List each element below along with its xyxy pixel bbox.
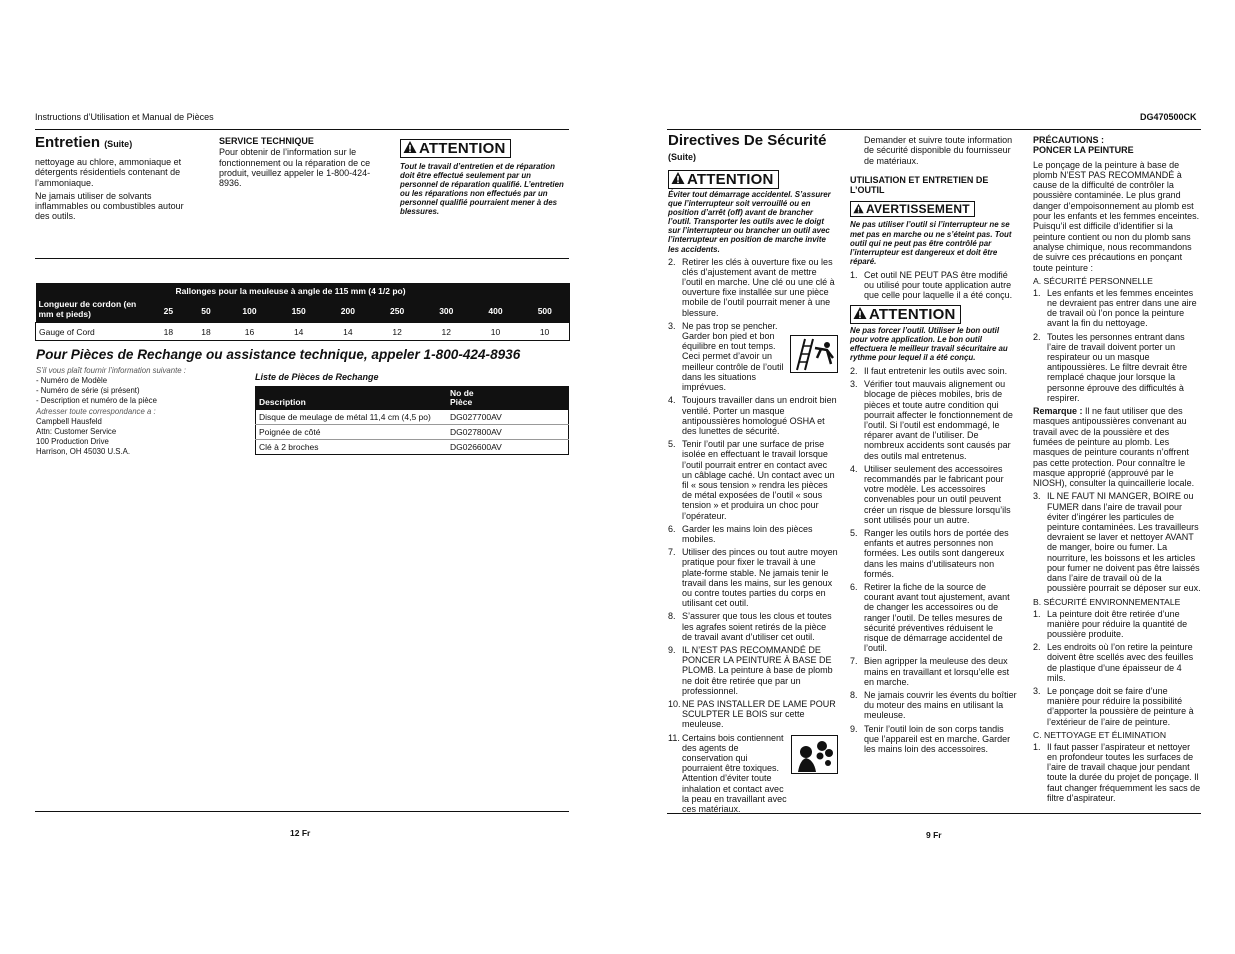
cord-gauge-cell: 10 — [539, 326, 550, 337]
contact-info: S’il vous plaît fournir l’information suivante : - Numéro de Modèle - Numéro de série (si présent) - Description et numéro de la pièce Adresser toute correspondance a : Campbell Hausfeld Attn: Customer Service 100 Production Drive Harrison, OH 45030 U.S.A. — [36, 366, 186, 456]
personal-safety-list-cont — [1033, 491, 1201, 593]
list-item: 10. NE PAS INSTALLER DE LAME POUR SCULPTER LE BOIS sur cette meuleuse. — [668, 698, 836, 730]
ladder-fall-pictogram — [790, 335, 838, 373]
parts-list-table — [255, 386, 569, 455]
remark: Remarque : Il ne faut utiliser que des masques antipoussières convenant au travail avec de la poussière et des fumées de peinture au plomb. Les masques de peinture courants n’offrent pas cette protection. Pour connaître le masque approprié (approuvé par le NIOSH), consulter la quincaillerie locale. — [1033, 406, 1195, 489]
avertissement-label: AVERTISSEMENT — [850, 201, 975, 217]
ladder-fall-icon — [791, 336, 837, 372]
cord-length-cell: 250 — [389, 305, 405, 316]
list-item: 5. Tenir l’outil par une surface de prise isolée en effectuant le travail lorsque l’outil pourrait entrer en contact avec un câblage caché. Un contact avec un fil « sous tension » rendra les pièces de métal exposées de l’outil « sous tension » et produira un choc pour l’opérateur. — [668, 439, 835, 521]
cord-length-cell: 300 — [439, 305, 454, 316]
list-item: 7. Utiliser des pinces ou tout autre moyen pratique pour fixer le travail à une plate-forme stable. Ne jamais tenir le travail dans les mains, sur les genoux ou contre toutes parties du corps en utilisant cet outil. — [668, 547, 838, 609]
extension-cord-table — [35, 283, 570, 341]
materials-supplier-note: Demander et suivre toute information de sécurité disponible du fournisseur de matériaux. — [864, 135, 1013, 166]
table-row: Disque de meulage de métal 11,4 cm (4,5 po) DG027700AV — [256, 410, 569, 425]
list-item: 4. Utiliser seulement des accessoires recommandés par le fabricant pour votre modèle. Les accessoires convenables pour un outil peuvent créer un risque de blessure lorsqu’ils sont utilisés pour un autre. — [850, 463, 1011, 525]
section-rule — [35, 258, 569, 259]
section-title: Directives De Sécurité — [668, 132, 827, 149]
list-item: 2. Il faut entretenir les outils avec soin. — [850, 365, 1008, 376]
list-item: 2. Les endroits où l’on retire la peinture doivent être scellés avec des feuilles de plastique d’une épaisseur de 4 mils. — [1033, 642, 1194, 683]
section-title: Entretien (Suite) — [35, 134, 133, 151]
attention-label: ATTENTION — [400, 139, 511, 158]
cord-length-cell: 50 — [201, 305, 211, 316]
list-item: 1. La peinture doit être retirée d’une manière pour réduire la quantité de poussière produite. — [1033, 608, 1188, 639]
header-rule — [667, 129, 1201, 130]
attention-text: Éviter tout démarrage accidentel. S’assurer que l’interrupteur soit verrouillé ou en position d’arrêt (off) avant de brancher l’outil. Transporter les outils avec le doigt sur l’interrupteur ou brancher un outil avec l’interrupteur en position de marche invite les accidents. — [668, 190, 831, 254]
cord-gauge-cell: 10 — [490, 326, 501, 337]
lead-paint-column — [1033, 135, 1201, 806]
list-item: 1. Les enfants et les femmes enceintes ne devraient pas entrer dans une aire de travail où l’on ponce la peinture avant la fin du nettoyage. — [1033, 287, 1197, 329]
page-number: 12 Fr — [290, 828, 311, 838]
cleanup-heading: C. NETTOYAGE ET ÉLIMINATION — [1033, 729, 1167, 740]
table-row: Clé à 2 broches DG026600AV — [259, 442, 502, 452]
list-item: 11. Certains bois contiennent des agents de conservation qui pourraient être toxiques. Attention d’éviter toute inhalation et contact avec la peau en travaillant avec ces matériaux. — [668, 732, 787, 815]
list-item: 1. Il faut passer l’aspirateur et nettoyer en profondeur toutes les surfaces de l’aire de travail chaque jour pendant toute la durée du projet de ponçage. Il faut changer fréquemment les sacs de filtre d’aspirateur. — [1033, 741, 1201, 803]
lead-heading-1: PRÉCAUTIONS : — [1033, 135, 1105, 145]
cord-length-cell: 150 — [291, 305, 306, 316]
list-item: 3. Le ponçage doit se faire d’une manière pour réduire la possibilité d’apporter la poussière de peinture à l’extérieur de l’aire de peinture. — [1033, 685, 1194, 727]
table-row: Poignée de côté DG027800AV — [256, 425, 569, 440]
attention-text: Tout le travail d’entretien et de réparation doit être effectué seulement par un personnel de réparation qualifié. L’entretien ou les réparations non effectués par un personnel qualifié pourraient mener à des blessures. — [400, 162, 564, 217]
warning-triangle-icon — [403, 140, 417, 154]
list-item: 4. Toujours travailler dans un endroit bien ventilé. Porter un masque antipoussières homologué OSHA et des lunettes de sécurité. — [668, 395, 837, 436]
footer-rule — [35, 811, 569, 812]
lead-heading-2: PONCER LA PEINTURE — [1033, 145, 1134, 156]
cord-length-cell: 200 — [340, 305, 355, 316]
cord-table-caption: Rallonges pour la meuleuse à angle de 115 mm (4 1/2 po) — [175, 286, 406, 296]
attention-label: ATTENTION — [850, 305, 961, 324]
header-rule — [35, 129, 569, 130]
warning-triangle-icon — [853, 306, 867, 320]
safety-column-1 — [668, 132, 838, 817]
personal-safety-list — [1033, 288, 1201, 403]
cord-gauge-label: Gauge of Cord — [39, 326, 95, 337]
toxic-dust-pictogram — [791, 735, 838, 774]
lead-intro: Le ponçage de la peinture à base de plomb N’EST PAS RECOMMANDÉ à cause de la difficulté de contrôler la poussière contaminée. Le plus grand danger d’empoisonnement au plomb est pour les enfants et les femmes enceintes. Puisqu’il est difficile d’identifier si la peinture contient ou non du plomb sans analyse chimique, nous recommandons de suivre ces précautions en ponçant toute peinture : — [1033, 159, 1200, 273]
parts-col-number: No de Pièce — [450, 388, 474, 407]
list-item: 6. Retirer la fiche de la source de courant avant tout ajustement, avant de changer les accessoires ou de ranger l’outil. De telles mesures de sécurité préventives réduisent le risque de démarrage accidentel de l’outil. — [850, 582, 1010, 654]
list-item: 8. Ne jamais couvrir les évents du boîtier du moteur des mains en utilisant la meuleuse. — [850, 690, 1017, 721]
environment-safety-heading: B. SÉCURITÉ ENVIRONNEMENTALE — [1033, 596, 1181, 607]
service-text: Pour obtenir de l’information sur le fonctionnement ou la réparation de ce produit, veuillez appeler le 1-800-424-8936. — [219, 147, 371, 189]
tool-use-heading: UTILISATION ET ENTRETIEN DE L’OUTIL — [850, 174, 989, 196]
list-item: 2. Toutes les personnes entrant dans l’aire de travail doivent porter un respirateur ou un masque antipoussières. Le filtre devrait être remplacé chaque jour lorsque la personne éprouve des difficultés à respirer. — [1033, 331, 1188, 403]
cord-gauge-cell: 12 — [441, 326, 452, 337]
warning-triangle-icon — [671, 171, 685, 185]
cord-gauge-cell: 18 — [201, 326, 211, 337]
service-section — [219, 136, 379, 188]
maintenance-intro: nettoyage au chlore, ammoniaque et détergents résidentiels contenant de l’ammoniaque. Ne jamais utiliser de solvants inflammables ou combustibles autour des outils. — [35, 157, 184, 222]
attention-box-force — [850, 305, 1018, 362]
model-number: DG470500CK — [1140, 112, 1197, 122]
cord-length-cell: 25 — [163, 305, 174, 316]
list-item: 9. IL N’EST PAS RECOMMANDÉ DE PONCER LA PEINTURE À BASE DE PLOMB. La peinture à base de plomb ne doit être retirée que par un professionnel. — [668, 644, 833, 696]
footer-rule — [667, 813, 1201, 814]
attention-box-maintenance — [400, 139, 568, 217]
list-item: 1. Cet outil NE PEUT PAS être modifié ou utilisé pour toute application autre que celle pour laquelle il a été conçu. — [850, 269, 1013, 301]
cord-gauge-cell: 14 — [293, 326, 304, 337]
cord-gauge-cell: 16 — [244, 326, 255, 337]
page-number: 9 Fr — [926, 830, 942, 840]
cord-gauge-row — [36, 323, 570, 341]
avertissement-box — [850, 200, 1018, 265]
list-item: 3. Vérifier tout mauvais alignement ou blocage de pièces mobiles, bris de pièces et toute autre condition qui pourrait affecter le fonctionnement de l’outil. Si l’outil est endommagé, le réparer avant de l’utiliser. De nombreux accidents sont causés par des outils mal entretenus. — [850, 379, 1013, 461]
cord-length-cell: 400 — [488, 305, 503, 316]
avertissement-text: Ne pas utiliser l’outil si l’interrupteur ne se met pas en marche ou ne s’éteint pas. Tout outil qui ne peut pas être contrôlé par l’interrupteur est dangereux et doit être réparé. — [850, 220, 1012, 266]
parts-col-description: Description — [259, 397, 306, 407]
list-item: 6. Garder les mains loin des pièces mobiles. — [668, 523, 813, 544]
personal-safety-heading: A. SÉCURITÉ PERSONNELLE — [1033, 275, 1153, 286]
toxic-dust-icon — [792, 736, 837, 773]
cord-length-cell: 500 — [537, 305, 552, 316]
attention-text: Ne pas forcer l’outil. Utiliser le bon outil pour votre application. Le bon outil effectuera le meilleur travail sécuritaire au rythme pour lequel il a été conçu. — [850, 325, 1008, 362]
list-item: 9. Tenir l’outil loin de son corps tandis que l’appareil est en marche. Garder les mains loin des accessoires. — [850, 723, 1011, 755]
safety-list-2a — [850, 270, 1018, 301]
parts-list-title: Liste de Pièces de Rechange — [255, 372, 379, 382]
list-item: 5. Ranger les outils hors de portée des enfants et autres personnes non formées. Les outils sont dangereux dans les mains d’utilisateurs non formés. — [850, 527, 1009, 579]
attention-box-startup — [668, 170, 838, 254]
section-title-suffix: (Suite) — [668, 152, 696, 162]
cord-length-row — [36, 299, 570, 323]
safety-column-2 — [850, 135, 1018, 757]
cord-gauge-cell: 18 — [163, 326, 174, 337]
parts-heading: Pour Pièces de Rechange ou assistance technique, appeler 1-800-424-8936 — [36, 347, 521, 362]
cleanup-list — [1033, 742, 1201, 803]
running-header: Instructions d’Utilisation et Manual de Pièces — [35, 112, 214, 122]
cord-gauge-cell: 12 — [392, 326, 402, 337]
attention-label: ATTENTION — [668, 170, 779, 189]
environment-safety-list — [1033, 609, 1201, 727]
cord-length-cell: 100 — [242, 305, 257, 316]
safety-list-2b — [850, 366, 1018, 754]
service-heading: SERVICE TECHNIQUE — [219, 136, 314, 146]
list-item: 8. S’assurer que tous les clous et toutes les agrafes soient retirés de la pièce de travail avant d’utiliser cet outil. — [668, 611, 832, 642]
list-item: 2. Retirer les clés à ouverture fixe ou les clés d’ajustement avant de mettre l’outil en marche. Une clé ou une clé à ouverture fixe installée sur une pièce mobile de l’outil pourrait mener à une blessure. — [668, 256, 835, 318]
list-item: 3. Ne pas trop se pencher. Garder bon pied et bon équilibre en tout temps. Ceci permet d’avoir un meilleur contrôle de l’outil dans les situations imprévues. — [668, 320, 784, 393]
cord-gauge-cell: 14 — [343, 326, 353, 337]
list-item: 7. Bien agripper la meuleuse des deux mains en travaillant et lorsqu’elle est en marche. — [850, 656, 1010, 687]
list-item: 3. IL NE FAUT NI MANGER, BOIRE ou FUMER dans l’aire de travail pour éviter d’ingérer les particules de peinture contaminées. Les travailleurs devraient se laver et nettoyer AVANT de manger, boire ou fumer. La nourriture, les boissons et les articles pour fumer ne doivent pas être laissés dans l’aire de travail où de la poussière pourrait se déposer sur eux. — [1033, 491, 1201, 594]
cord-length-header: Longueur de cordon (en mm et pieds) — [38, 299, 137, 319]
warning-triangle-icon — [853, 203, 864, 214]
